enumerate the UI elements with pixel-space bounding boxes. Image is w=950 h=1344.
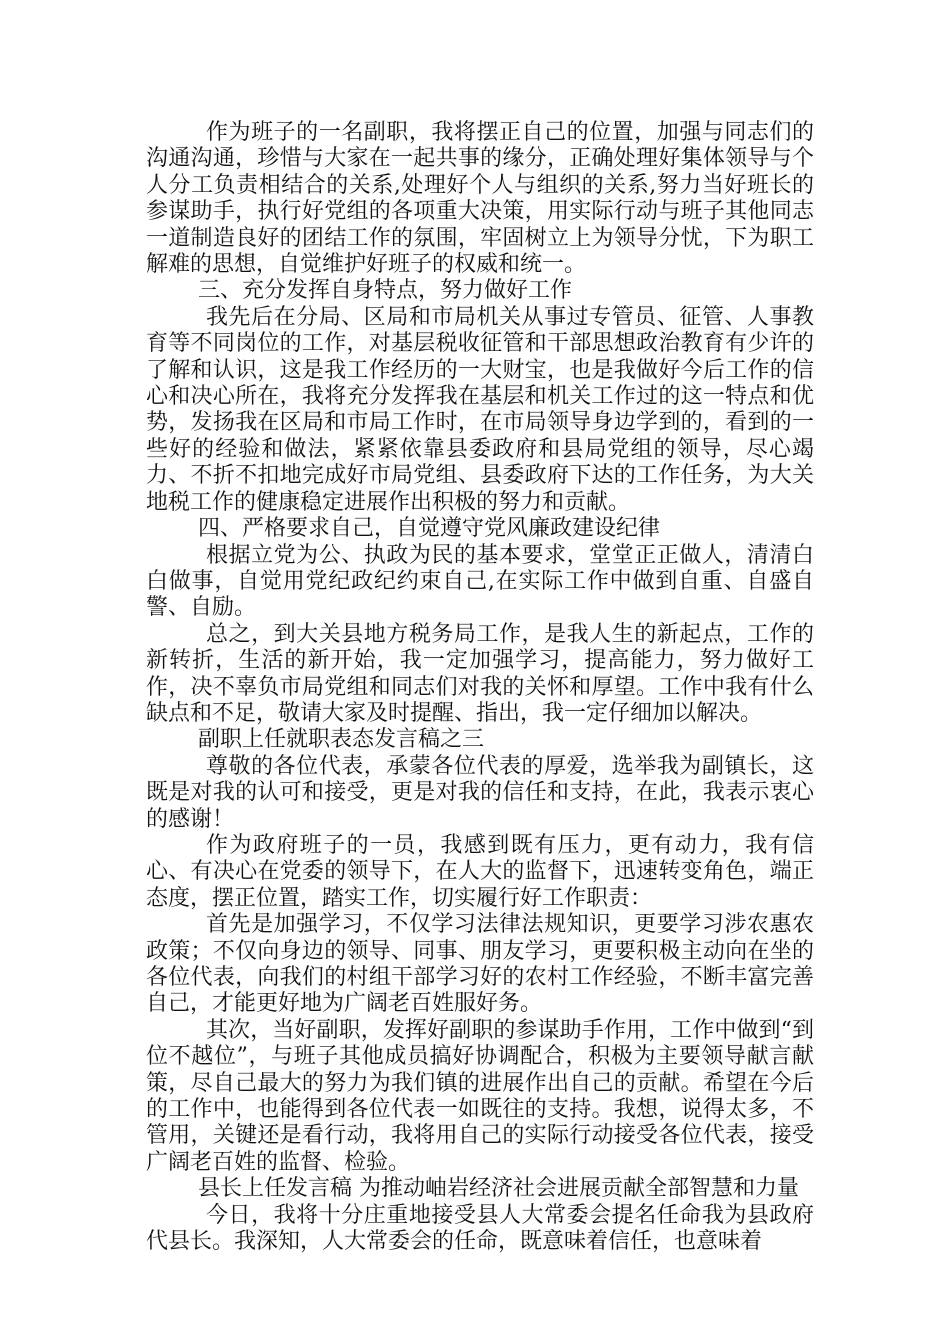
paragraph: 首先是加强学习，不仅学习法律法规知识，更要学习涉农惠农政策；不仅向身边的领导、同事、朋友学习，更要积极主动向在坐的各位代表，向我们的村组干部学习好的农村工作经验，不断丰富完善自己，才能更好地为广阔老百姓服好务。	[146, 912, 814, 1017]
section-heading: 四、严格要求自己，自觉遵守党风廉政建设纪律	[198, 516, 661, 542]
speech-title: 县长上任发言稿 为推动岫岩经济社会进展贡献全部智慧和力量	[198, 1176, 799, 1202]
paragraph: 其次，当好副职，发挥好副职的参谋助手作用，工作中做到“到位不越位”，与班子其他成员搞好协调配合，积极为主要领导献言献策，尽自己最大的努力为我们镇的进展作出自己的贡献。希望在今后的工作中，也能得到各位代表一如既往的支持。我想，说得太多，不管用，关键还是看行动，我将用自己的实际行动接受各位代表，接受广阔老百姓的监督、检验。	[146, 1017, 814, 1175]
paragraph: 根据立党为公、执政为民的基本要求，堂堂正正做人，清清白白做事，自觉用党纪政纪约束自己,在实际工作中做到自重、自盛自警、自励。	[146, 542, 814, 621]
paragraph: 总之，到大关县地方税务局工作，是我人生的新起点，工作的新转折，生活的新开始，我一定加强学习，提高能力，努力做好工作，决不辜负市局党组和同志们对我的关怀和厚望。工作中我有什么缺点和不足，敬请大家及时提醒、指出，我一定仔细加以解决。	[146, 621, 814, 726]
paragraph: 作为班子的一名副职，我将摆正自己的位置，加强与同志们的沟通沟通，珍惜与大家在一起共事的缘分，正确处理好集体领导与个人分工负责相结合的关系,处理好个人与组织的关系,努力当好班长的参谋助手，执行好党组的各项重大决策，用实际行动与班子其他同志一道制造良好的团结工作的氛围，牢固树立上为领导分忧，下为职工解难的思想，自觉维护好班子的权威和统一。	[146, 120, 814, 278]
paragraph: 今日，我将十分庄重地接受县人大常委会提名任命我为县政府代县长。我深知，人大常委会的任命，既意味着信任，也意味着	[146, 1202, 814, 1255]
document-body	[146, 120, 814, 1255]
section-heading: 副职上任就职表态发言稿之三	[198, 727, 485, 753]
paragraph: 作为政府班子的一员，我感到既有压力，更有动力，我有信心、有决心在党委的领导下，在人大的监督下，迅速转变角色，端正态度，摆正位置，踏实工作，切实履行好工作职责：	[146, 832, 814, 911]
paragraph: 我先后在分局、区局和市局机关从事过专管员、征管、人事教育等不同岗位的工作，对基层税收征管和干部思想政治教育有少许的了解和认识，这是我工作经历的一大财宝，也是我做好今后工作的信心和决心所在，我将充分发挥我在基层和机关工作过的这一特点和优势，发扬我在区局和市局工作时，在市局领导身边学到的，看到的一些好的经验和做法，紧紧依靠县委政府和县局党组的领导，尽心竭力、不折不扣地完成好市局党组、县委政府下达的工作任务，为大关地税工作的健康稳定进展作出积极的努力和贡献。	[146, 304, 814, 515]
paragraph: 尊敬的各位代表，承蒙各位代表的厚爱，选举我为副镇长，这既是对我的认可和接受，更是对我的信任和支持，在此，我表示衷心的感谢！	[146, 753, 814, 832]
section-heading: 三、充分发挥自身特点，努力做好工作	[198, 278, 573, 304]
